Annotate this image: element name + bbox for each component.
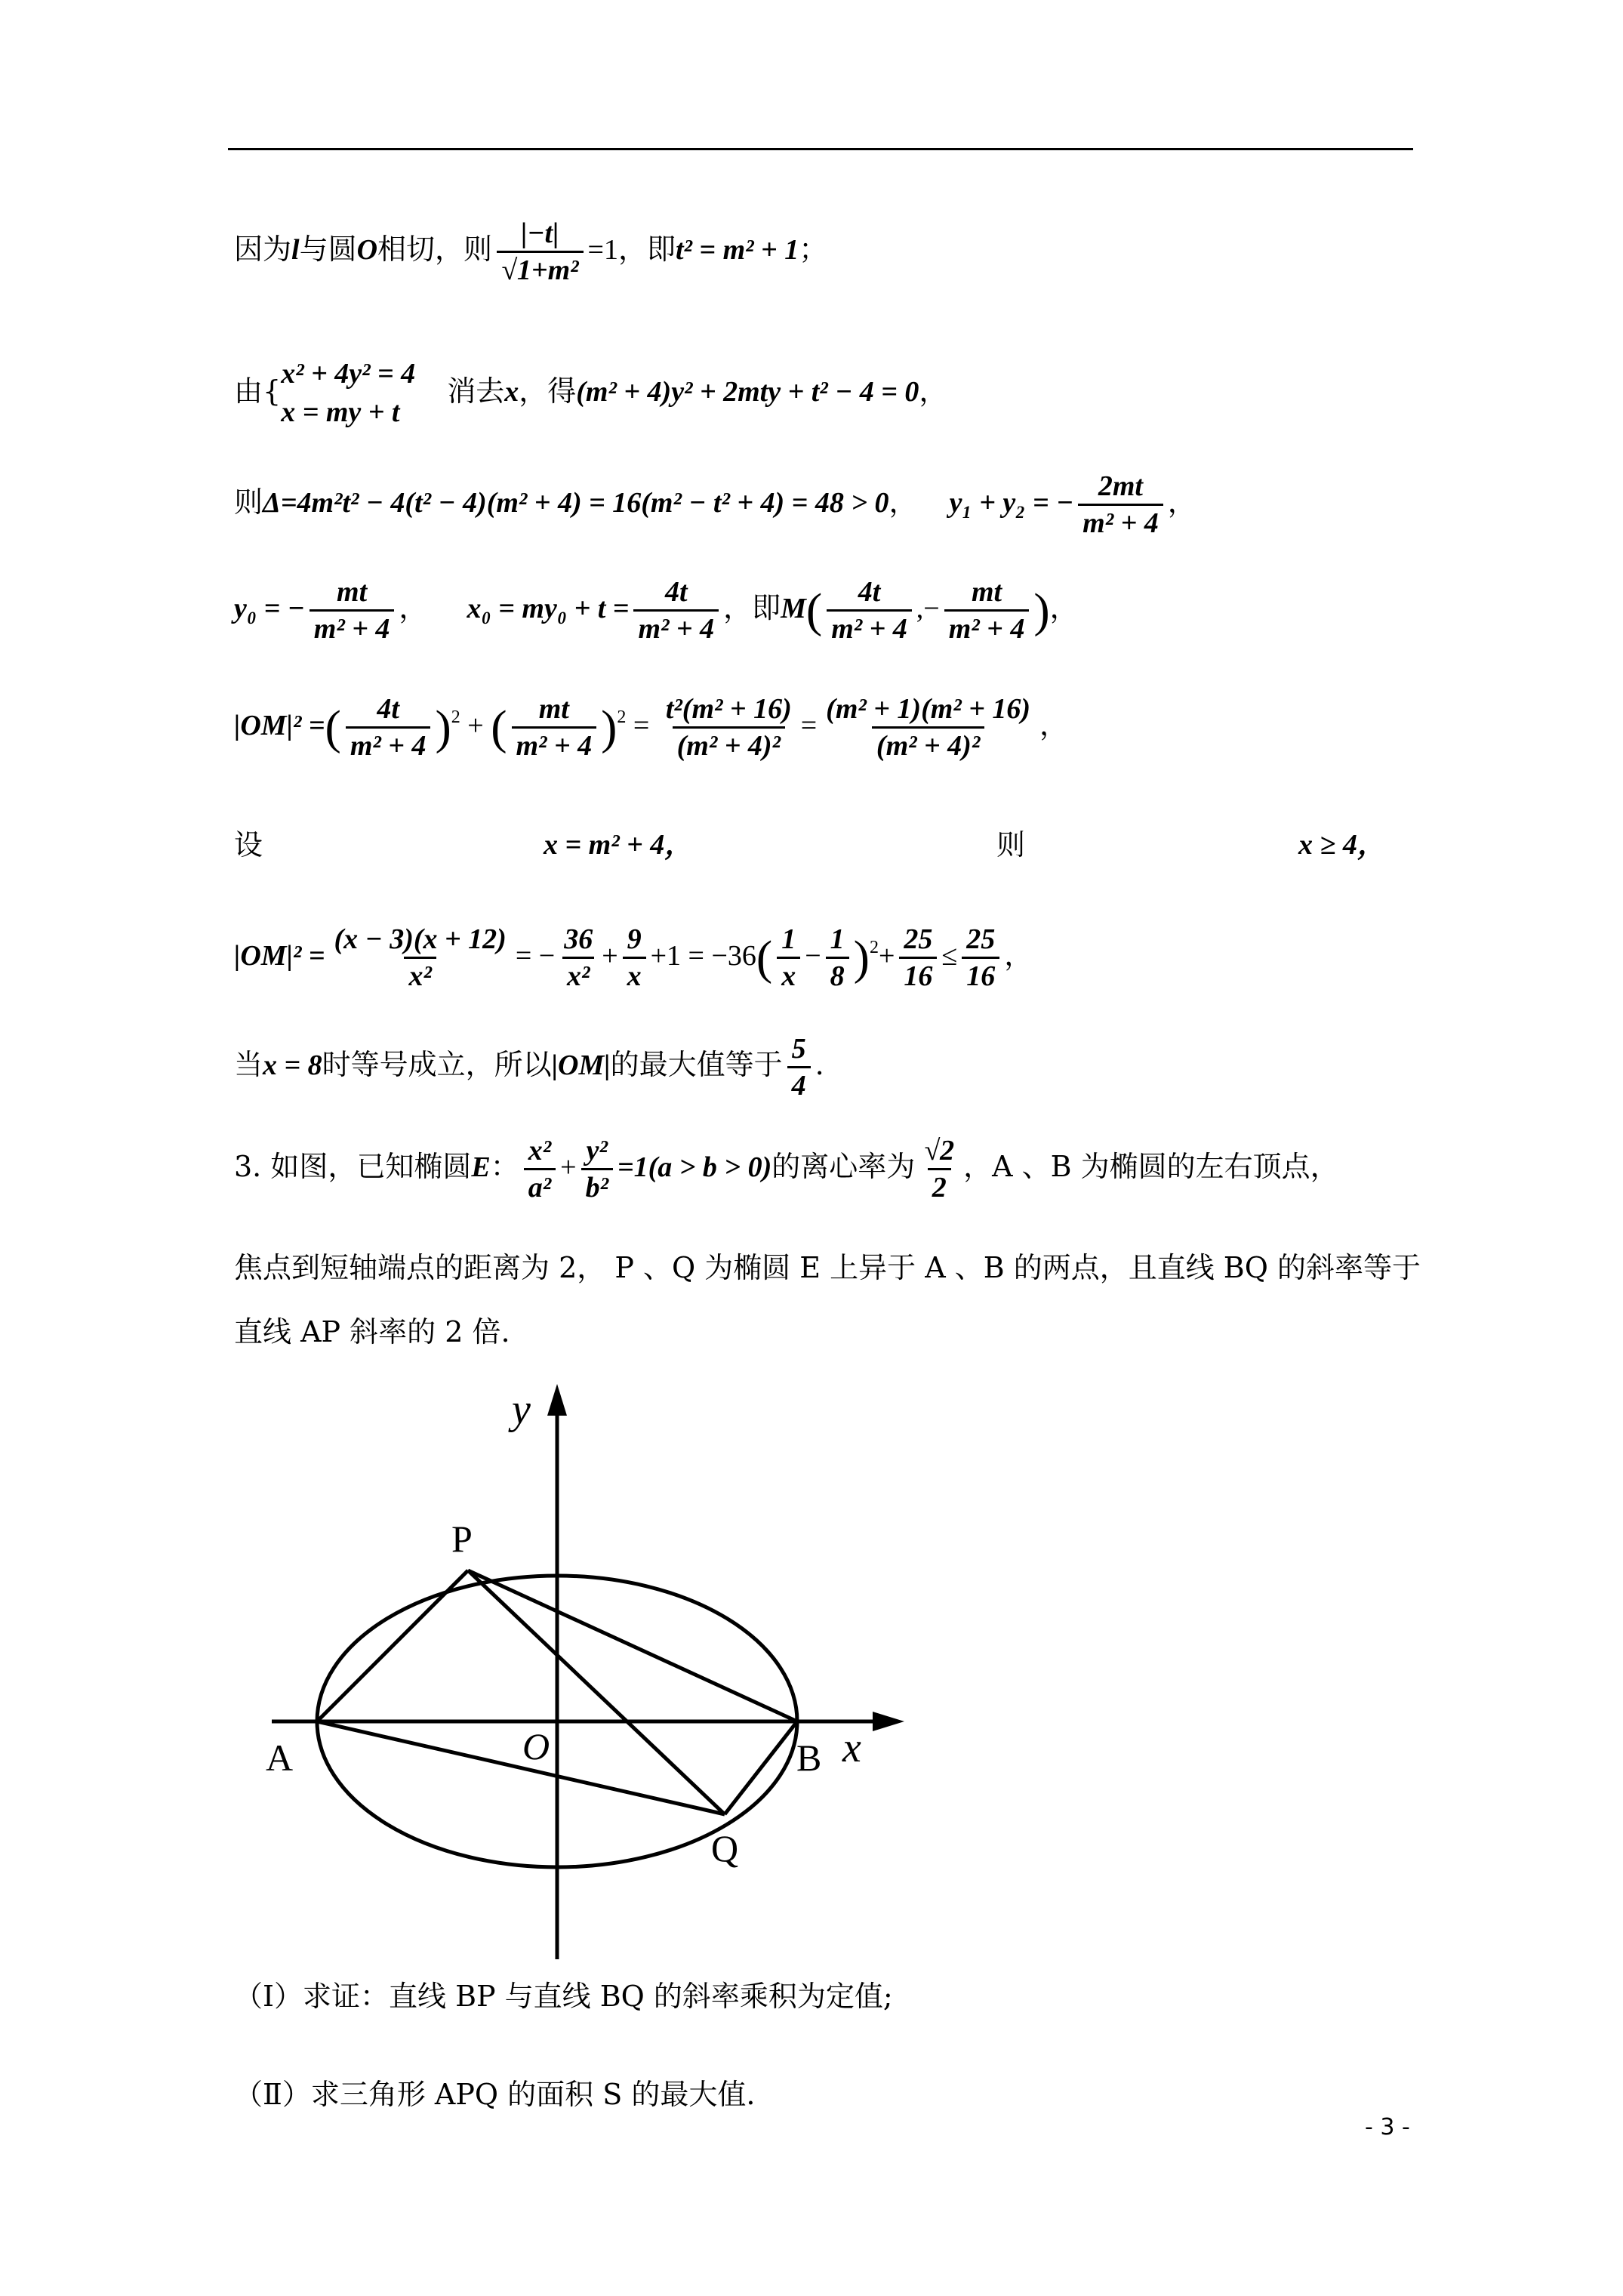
- numerator: mt: [538, 693, 569, 725]
- solution-line-bound: [234, 925, 1033, 991]
- math-expr: |OM|² =: [234, 940, 325, 972]
- text-segment: ，A 、B 为椭圆的左右顶点，: [963, 1150, 1339, 1183]
- x-axis-arrow: [873, 1712, 904, 1731]
- text-segment: ：: [490, 1150, 519, 1183]
- denominator: m² + 4: [827, 609, 912, 643]
- equals-sign: =: [800, 710, 818, 741]
- fraction: [524, 1136, 556, 1202]
- solution-line-system: [234, 355, 947, 433]
- math-var: x: [504, 375, 519, 408]
- denominator: m² + 4: [633, 609, 719, 643]
- label-P: P: [451, 1518, 473, 1560]
- text-segment: ，: [1049, 591, 1079, 624]
- numerator: 1: [830, 923, 845, 955]
- math-expr: |OM|² =: [234, 710, 325, 741]
- fraction: [919, 1136, 959, 1202]
- segment-AQ: [317, 1721, 725, 1814]
- fraction: [1078, 472, 1163, 538]
- numerator: |−t|: [521, 217, 559, 249]
- fraction: [826, 925, 849, 991]
- system-eq-top: x² + 4y² = 4: [281, 358, 416, 390]
- fraction: [497, 219, 583, 285]
- text-segment: 当: [234, 1048, 263, 1081]
- math-expr: |OM|: [551, 1049, 611, 1081]
- paren-open: (: [491, 700, 507, 754]
- numerator: 1: [781, 923, 796, 955]
- problem3-statement-line2: 焦点到短轴端点的距离为 2， P 、Q 为椭圆 E 上异于 A 、B 的两点，且直线 BQ 的斜率等于: [234, 1251, 1421, 1284]
- fraction: [512, 695, 597, 760]
- numerator: 5: [791, 1033, 806, 1065]
- denominator: x²: [404, 957, 436, 991]
- math-expr: x = m² + 4，: [544, 829, 694, 861]
- text-segment: ，: [399, 591, 428, 624]
- paren-close: ): [601, 700, 617, 754]
- math-expr: = −: [515, 940, 556, 972]
- text-segment: 3. 如图，已知椭圆: [234, 1150, 472, 1183]
- solution-line-tangent: [234, 219, 827, 285]
- denominator: x: [777, 957, 800, 991]
- text-segment: 由{: [234, 374, 282, 408]
- denominator: 2: [928, 1168, 951, 1202]
- system-eq-bottom: x = my + t: [281, 396, 400, 429]
- denominator: m² + 4: [310, 609, 395, 643]
- math-expr: +: [602, 940, 618, 972]
- segment-AP: [317, 1570, 468, 1721]
- numerator: 4t: [664, 576, 688, 608]
- fraction: [899, 925, 937, 991]
- text-segment: ，: [888, 485, 918, 519]
- denominator: 16: [962, 957, 999, 991]
- exponent: 2: [617, 707, 627, 727]
- numerator: mt: [971, 576, 1002, 608]
- exponent: 2: [451, 707, 460, 727]
- denominator: 8: [826, 957, 849, 991]
- text-segment: ，即: [617, 233, 676, 266]
- fraction: [330, 925, 511, 991]
- numerator: x²: [528, 1135, 552, 1166]
- solution-line-substitution: [234, 828, 1412, 861]
- denominator: (m² + 4)²: [872, 726, 984, 760]
- numerator: y²: [586, 1135, 608, 1166]
- text-segment: 则: [996, 828, 1026, 861]
- denominator: 16: [899, 957, 937, 991]
- denominator: (m² + 4)²: [673, 726, 785, 760]
- math-var: l: [291, 234, 300, 266]
- numerator: 4t: [858, 576, 881, 608]
- question-1: （Ⅰ）求证：直线 BP 与直线 BQ 的斜率乘积为定值;: [234, 1980, 893, 2013]
- math-expr: −: [805, 940, 821, 972]
- y-axis-arrow: [547, 1384, 567, 1416]
- text-segment: 时等号成立，所以: [322, 1048, 552, 1081]
- numerator: mt: [337, 576, 368, 608]
- math-expr: x₀ = my₀ + t =: [467, 593, 630, 624]
- text-segment: ，: [1167, 485, 1196, 519]
- text-segment: ，: [919, 374, 948, 408]
- problem3-statement-line3: 直线 AP 斜率的 2 倍.: [234, 1315, 510, 1348]
- math-expr: t² = m² + 1: [675, 234, 799, 266]
- denominator: √1+m²: [497, 251, 583, 285]
- math-expr: y₁ + y₂ = −: [949, 487, 1074, 519]
- denominator: a²: [524, 1168, 556, 1202]
- denominator: b²: [581, 1168, 613, 1202]
- segment-PB: [468, 1570, 797, 1721]
- segment-PQ: [468, 1570, 725, 1814]
- numerator: 25: [966, 923, 996, 955]
- paren-open: (: [805, 583, 823, 637]
- label-x: x: [842, 1724, 861, 1771]
- comma-minus: ,−: [916, 593, 940, 624]
- math-expr: +: [560, 1151, 577, 1183]
- label-B: B: [796, 1737, 822, 1779]
- text-segment: .: [815, 1048, 824, 1081]
- math-expr: =1(a > b > 0): [617, 1151, 772, 1183]
- fraction: [827, 578, 912, 643]
- numerator: 25: [904, 923, 933, 955]
- math-expr: +1 = −36: [650, 940, 756, 972]
- exponent: 2: [869, 938, 879, 957]
- denominator: x: [623, 957, 646, 991]
- text-segment: 相切，则: [377, 233, 493, 266]
- paren-close: ): [853, 930, 870, 985]
- ellipse-figure: [249, 1370, 913, 1974]
- label-y: y: [512, 1386, 531, 1433]
- numerator: √2: [924, 1135, 955, 1166]
- text-segment: 与圆: [299, 233, 357, 266]
- text-segment: 因为: [234, 233, 292, 266]
- math-var: O: [356, 234, 378, 266]
- text-segment: 消去: [447, 374, 505, 408]
- problem3-statement-line1: [234, 1136, 1339, 1202]
- plus-sign: +: [460, 710, 491, 741]
- denominator: 4: [787, 1066, 811, 1100]
- label-A: A: [266, 1737, 294, 1779]
- solution-line-om-squared: [234, 695, 1068, 760]
- text-segment: 的最大值等于: [610, 1048, 783, 1081]
- solution-line-conclusion: [234, 1034, 824, 1100]
- paren-close: ): [435, 700, 451, 754]
- fraction: [310, 578, 395, 643]
- denominator: x²: [562, 957, 594, 991]
- math-expr: =1: [587, 234, 618, 266]
- question-2: （Ⅱ）求三角形 APQ 的面积 S 的最大值.: [234, 2078, 756, 2111]
- solution-line-discriminant: [234, 472, 1196, 538]
- numerator: t²(m² + 16): [665, 693, 792, 725]
- text-segment: ，: [1004, 938, 1033, 972]
- fraction: [944, 578, 1030, 643]
- fraction: [962, 925, 999, 991]
- numerator: 36: [564, 923, 593, 955]
- fraction: [787, 1034, 811, 1100]
- label-O: O: [522, 1725, 550, 1767]
- equation-system: [281, 355, 415, 433]
- equals-sign: =: [626, 710, 657, 741]
- denominator: m² + 4: [512, 726, 597, 760]
- numerator: (x − 3)(x + 12): [334, 923, 507, 955]
- fraction: [623, 925, 646, 991]
- math-expr: Δ=4m²t² − 4(t² − 4)(m² + 4) = 16(m² − t² + 4) = 48 > 0: [263, 487, 889, 519]
- numerator: 2mt: [1098, 470, 1143, 502]
- math-expr: (m² + 4)y² + 2mty + t² − 4 = 0: [576, 375, 919, 408]
- text-segment: ，: [1039, 708, 1069, 741]
- math-expr: y₀ = −: [234, 593, 305, 624]
- text-segment: ；: [799, 233, 828, 266]
- text-segment: ，即: [723, 591, 781, 624]
- page-number: - 3 -: [1365, 2114, 1410, 2140]
- math-var: M: [781, 593, 806, 624]
- math-expr: ≤: [941, 940, 958, 972]
- math-expr: x = 8: [263, 1049, 322, 1081]
- fraction: [661, 695, 796, 760]
- denominator: m² + 4: [1078, 504, 1163, 538]
- math-var: E: [471, 1151, 491, 1183]
- fraction: [821, 695, 1035, 760]
- text-segment: 则: [234, 485, 263, 519]
- numerator: 4t: [377, 693, 399, 725]
- label-Q: Q: [711, 1827, 739, 1869]
- fraction: [633, 578, 719, 643]
- solution-line-midpoint: [234, 578, 1079, 643]
- fraction: [346, 695, 431, 760]
- fraction: [581, 1136, 613, 1202]
- fraction: [559, 925, 597, 991]
- numerator: (m² + 1)(m² + 16): [826, 693, 1030, 725]
- denominator: m² + 4: [944, 609, 1030, 643]
- paren-close: ): [1033, 583, 1050, 637]
- text-segment: 的离心率为: [771, 1150, 916, 1183]
- text-segment: ，得: [519, 374, 577, 408]
- fraction: [777, 925, 800, 991]
- header-rule: [228, 148, 1413, 150]
- math-expr: x ≥ 4，: [1298, 829, 1386, 861]
- math-expr: +: [878, 940, 895, 972]
- denominator: m² + 4: [346, 726, 431, 760]
- paren-open: (: [325, 700, 341, 754]
- text-segment: 设: [234, 828, 263, 861]
- paren-open: (: [756, 930, 773, 985]
- numerator: 9: [627, 923, 642, 955]
